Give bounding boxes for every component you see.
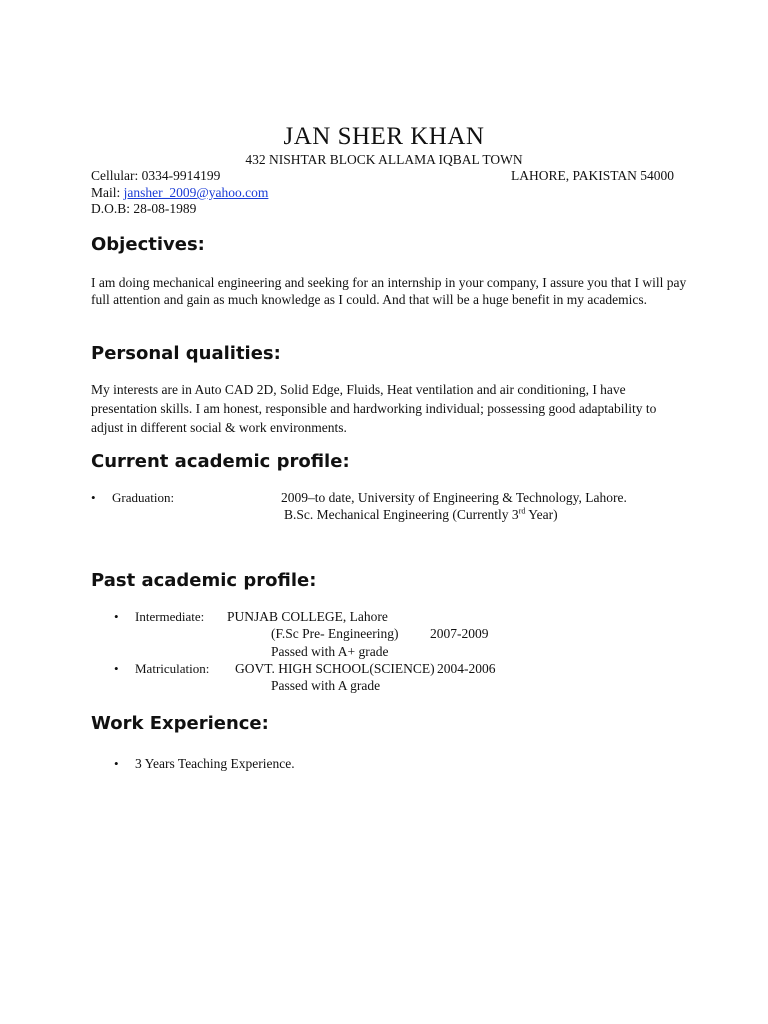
graduation-label: Graduation: xyxy=(112,490,175,505)
matriculation-label: Matriculation: xyxy=(135,661,210,676)
bullet-icon: • xyxy=(114,609,119,624)
degree-year-text: Year) xyxy=(525,507,558,522)
degree-ordinal-suffix: rd xyxy=(518,506,526,516)
matriculation-grade: Passed with A grade xyxy=(271,678,381,693)
intermediate-program: (F.Sc Pre- Engineering) xyxy=(271,626,399,641)
candidate-name: JAN SHER KHAN xyxy=(283,123,485,150)
dob-label: D.O.B: xyxy=(91,201,131,216)
intermediate-school: PUNJAB COLLEGE, Lahore xyxy=(227,609,388,624)
mail-line xyxy=(91,184,268,201)
graduation-institution: 2009–to date, University of Engineering & Technology, Lahore. xyxy=(281,490,627,505)
qualities-text: My interests are in Auto CAD 2D, Solid Edge, Fluids, Heat ventilation and air conditioning, I have presentation skills. I am honest, responsible and hardworking individual; possessing good adaptability to adjust in different social & work environments. xyxy=(91,382,657,435)
degree-text: B.Sc. Mechanical Engineering (Currently 3 xyxy=(284,507,519,522)
intermediate-label: Intermediate: xyxy=(135,609,205,624)
qualities-heading: Personal qualities: xyxy=(91,343,281,364)
dob-line xyxy=(91,200,196,217)
objectives-text: I am doing mechanical engineering and seeking for an internship in your company, I assure you that I will pay full attention and gain as much knowledge as I could. And that will be a huge benefit in my academics. xyxy=(91,275,687,307)
objectives-heading: Objectives: xyxy=(91,234,205,255)
bullet-icon: • xyxy=(114,661,119,676)
mail-label: Mail: xyxy=(91,185,121,200)
cellular-line xyxy=(91,167,220,184)
current-academic-heading: Current academic profile: xyxy=(91,451,350,472)
matriculation-years: 2004-2006 xyxy=(437,661,496,676)
city-line: LAHORE, PAKISTAN 54000 xyxy=(511,168,675,183)
intermediate-grade: Passed with A+ grade xyxy=(271,644,389,659)
cellular-number: 0334-9914199 xyxy=(141,168,221,183)
dob-value: 28-08-1989 xyxy=(133,201,197,216)
bullet-icon: • xyxy=(114,756,119,771)
work-experience-item: 3 Years Teaching Experience. xyxy=(135,756,295,771)
bullet-icon: • xyxy=(91,490,96,505)
address-line: 432 NISHTAR BLOCK ALLAMA IQBAL TOWN xyxy=(245,152,523,167)
email-link[interactable]: jansher_2009@yahoo.com xyxy=(123,185,269,200)
work-experience-heading: Work Experience: xyxy=(91,713,269,734)
cellular-label: Cellular: xyxy=(91,168,139,183)
graduation-degree xyxy=(284,506,558,523)
past-academic-heading: Past academic profile: xyxy=(91,570,317,591)
intermediate-years: 2007-2009 xyxy=(430,626,489,641)
matriculation-school: GOVT. HIGH SCHOOL(SCIENCE) xyxy=(235,661,435,676)
